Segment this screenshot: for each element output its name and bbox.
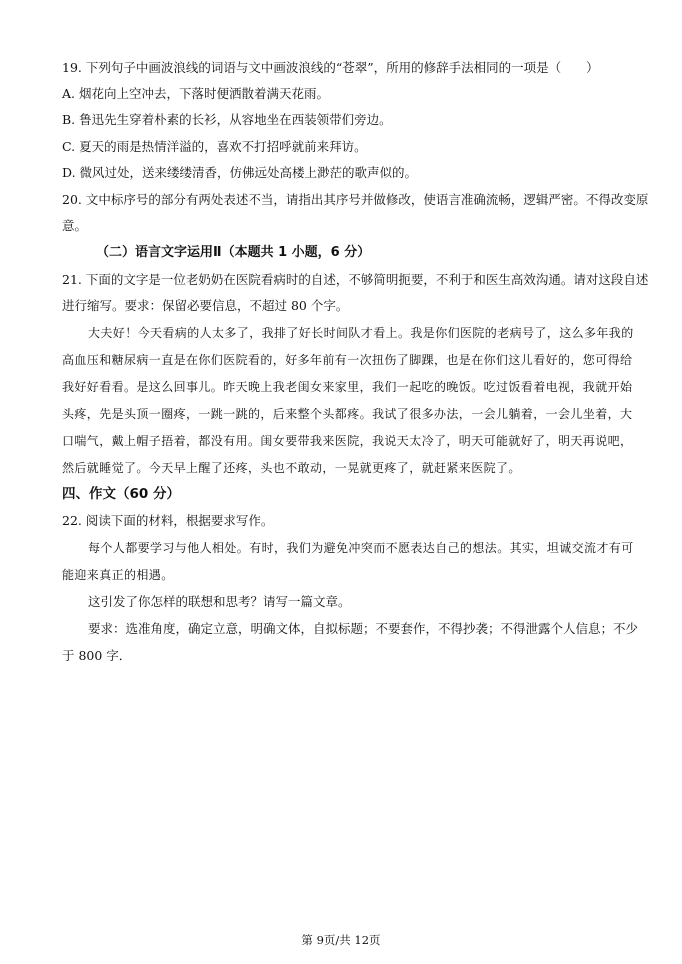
q19-option-d: D. 微风过处，送来缕缕清香，仿佛远处高楼上渺茫的歌声似的。: [62, 165, 418, 180]
page-number-footer: 第 9页/共 12页: [301, 933, 381, 947]
passage-line-2: 高血压和糖尿病一直是在你们医院看的，好多年前有一次扭伤了脚踝，也是在你们这儿看好的，您可得给: [62, 353, 633, 367]
section-4-heading: 四、作文（60 分）: [62, 486, 180, 502]
q19-option-a: A. 烟花向上空冲去，下落时便洒散着满天花雨。: [62, 86, 329, 101]
writing-prompt: 这引发了你怎样的联想和思考？请写一篇文章。: [88, 594, 351, 609]
passage-line-1: 大夫好！今天看病的人太多了，我排了好长时间队才看上。我是你们医院的老病号了，这么多年我的: [88, 326, 634, 340]
q22-line-1: 22. 阅读下面的材料，根据要求写作。: [62, 513, 274, 528]
section-2-heading: （二）语言文字运用Ⅱ（本题共 1 小题，6 分）: [96, 245, 371, 260]
q21-line-1: 21. 下面的文字是一位老奶奶在医院看病时的自述，不够简明扼要，不利于和医生高效沟通。请对这段自述: [62, 272, 649, 287]
passage-line-5: 口喘气，戴上帽子捂着，都没有用。闺女要带我来医院，我说天太冷了，明天可能就好了，明天再说吧，: [62, 434, 633, 448]
q20-line-2: 意。: [62, 218, 88, 233]
q21-line-2: 进行缩写。要求：保留必要信息，不超过 80 个字。: [62, 298, 349, 313]
q19-option-b: B. 鲁迅先生穿着朴素的长衫，从容地坐在西装领带们旁边。: [62, 112, 392, 127]
material-line-2: 能迎来真正的相遇。: [62, 568, 174, 582]
requirements-line-1: 要求：选准角度，确定立意，明确文体，自拟标题；不要套作，不得抄袭；不得泄露个人信息；不少: [88, 621, 639, 636]
q19-stem: 19. 下列句子中画波浪线的词语与文中画波浪线的“苍翠”，所用的修辞手法相同的一项是（ ）: [62, 60, 599, 75]
q19-option-c: C. 夏天的雨是热情洋溢的，喜欢不打招呼就前来拜访。: [62, 139, 367, 154]
passage-line-6: 然后就睡觉了。今天早上醒了还疼，头也不敢动，一晃就更疼了，就赶紧来医院了。: [62, 461, 521, 475]
material-line-1: 每个人都要学习与他人相处。有时，我们为避免冲突而不愿表达自己的想法。其实，坦诚交流才有可: [88, 541, 634, 555]
q20-line-1: 20. 文中标序号的部分有两处表述不当，请指出其序号并做修改，使语言准确流畅，逻辑严密。不得改变原: [62, 192, 649, 207]
passage-line-3: 我好好看看。是这么回事儿。昨天晚上我老闺女来家里，我们一起吃的晚饭。吃过饭看着电视，我就开始: [62, 380, 633, 394]
requirements-line-2: 于 800 字．: [62, 648, 132, 663]
passage-line-4: 头疼，先是头顶一圈疼，一跳一跳的，后来整个头都疼。我试了很多办法，一会儿躺着，一会儿坐着，大: [62, 407, 633, 421]
